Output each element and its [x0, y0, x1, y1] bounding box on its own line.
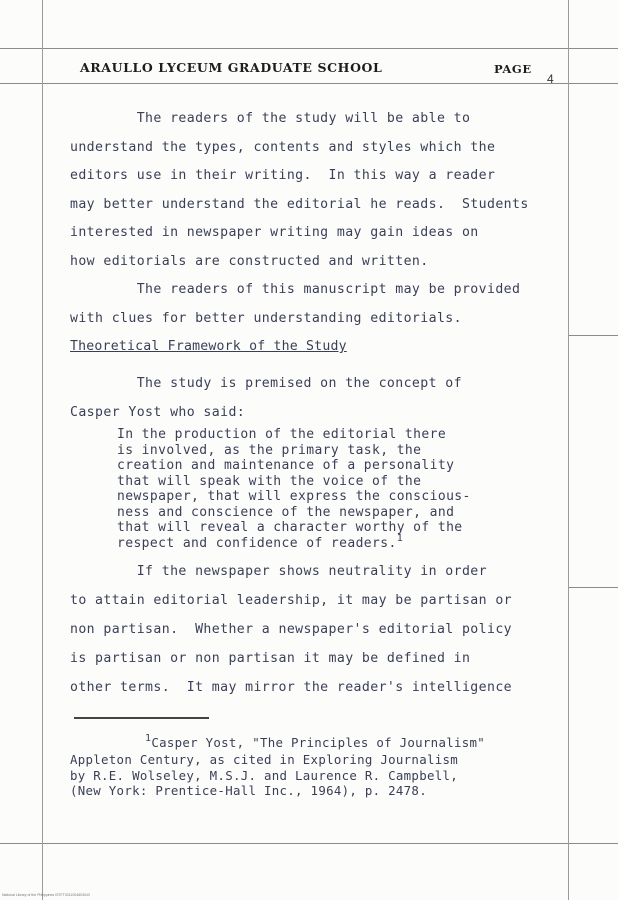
page-number: 4 — [547, 72, 555, 86]
right-margin-mark — [568, 335, 618, 336]
block-quote-text: In the production of the editorial there is involved, as the primary task, the creation and maintenance of a personality that will speak with the voice of the newspaper, that will express the conscious- ness and conscience of the newspaper, and that will reveal a character worthy of the respect and confidence of readers. — [117, 427, 471, 551]
block-quote — [117, 427, 537, 552]
footnote-mark: 1 — [145, 733, 152, 744]
footnote-rule — [74, 717, 209, 719]
footnote-reference: 1 — [396, 532, 404, 544]
paragraph-readers-benefit: The readers of the study will be able to understand the types, contents and styles which the editors use in their writing. In this way a reader may better understand the editorial he reads. Students interested in newspaper writing may gain ideas on how editorials are constructed and written. — [70, 111, 529, 269]
paragraph-manuscript-clues: The readers of this manuscript may be provided with clues for better understanding editorials. — [70, 282, 521, 326]
bottom-rule — [0, 843, 618, 844]
left-margin-rule — [42, 0, 43, 900]
header-rule — [0, 83, 618, 84]
footnote-citation: Appleton Century, as cited in Exploring Journalism by R.E. Wolseley, M.S.J. and Laurence R. Campbell, (New York: Prentice-Hall Inc., 1964), p. 2478. — [70, 752, 458, 798]
scan-footer: National Library of the Philippines ISTFT0011004603043 — [2, 893, 90, 897]
top-rule — [0, 48, 618, 49]
page-label: PAGE — [494, 62, 532, 76]
footnote-line1: Casper Yost, "The Principles of Journalism" — [151, 735, 485, 750]
section-heading: Theoretical Framework of the Study — [70, 339, 347, 354]
right-margin-mark — [568, 587, 618, 588]
page-header — [80, 58, 558, 86]
paragraph-neutrality: If the newspaper shows neutrality in order to attain editorial leadership, it may be partisan or non partisan. Whether a newspaper's editorial policy is partisan or non partisan it may be defined in other terms. It may mirror the reader's intelligence — [70, 564, 512, 695]
footnote — [70, 735, 570, 798]
school-name: ARAULLO LYCEUM GRADUATE SCHOOL — [80, 60, 383, 75]
paragraph-premise: The study is premised on the concept of Casper Yost who said: — [70, 376, 462, 420]
